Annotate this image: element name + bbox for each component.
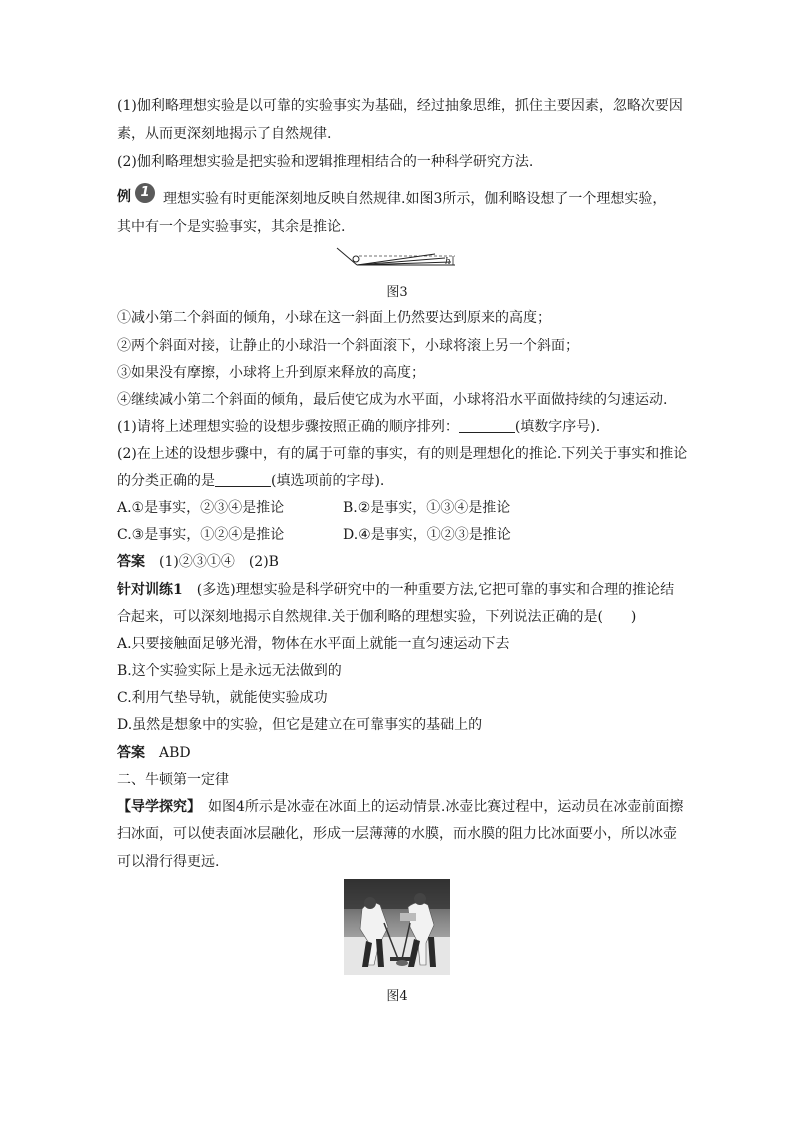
training-option-a: A.只要接触面足够光滑，物体在水平面上就能一直匀速运动下去 xyxy=(117,636,510,652)
question-2-suffix: (填选项前的字母). xyxy=(271,473,385,489)
answer-blank-1 xyxy=(459,418,515,433)
training-tag: (多选) xyxy=(196,582,236,598)
intro-paragraph-2: (2)伽利略理想实验是把实验和逻辑推理相结合的一种科学研究方法. xyxy=(117,154,534,170)
figure-3-caption: 图3 xyxy=(386,285,408,300)
training-answer-label: 答案 xyxy=(117,745,145,761)
answer-label: 答案 xyxy=(117,554,145,570)
example-label: 例 xyxy=(117,189,131,205)
step-2: ②两个斜面对接，让静止的小球沿一个斜面滚下，小球将滚上另一个斜面； xyxy=(117,338,579,354)
example-text-line-1: 理想实验有时更能深刻地反映自然规律.如图3所示，伽利略设想了一个理想实验， xyxy=(163,191,667,207)
section-heading: 二、牛顿第一定律 xyxy=(117,772,229,788)
step-3: ③如果没有摩擦，小球将上升到原来释放的高度； xyxy=(117,365,425,381)
guide-text: 如图4所示是冰壶在冰面上的运动情景.冰壶比赛过程中，运动员在冰壶前面擦 xyxy=(208,799,684,815)
training-label: 针对训练1 xyxy=(117,582,183,598)
step-1: ①减小第二个斜面的倾角，小球在这一斜面上仍然要达到原来的高度； xyxy=(117,310,551,326)
question-2-line-2 xyxy=(117,471,384,491)
height-label: h xyxy=(445,257,451,267)
ball xyxy=(353,256,359,262)
inclined-planes-figure xyxy=(335,246,460,276)
training-option-b: B.这个实验实际上是永远无法做到的 xyxy=(117,663,342,679)
example-number-badge: 1 xyxy=(135,183,155,203)
question-1 xyxy=(117,417,600,437)
option-d: D.④是事实，①②③是推论 xyxy=(343,527,511,543)
training-option-d: D.虽然是想象中的实验，但它是建立在可靠事实的基础上的 xyxy=(117,717,483,733)
example-answer xyxy=(117,552,279,572)
option-b: B.②是事实，①③④是推论 xyxy=(343,500,511,516)
example-text-line-2: 其中有一个是实验事实，其余是推论. xyxy=(117,219,346,235)
training-answer xyxy=(117,743,191,763)
intro-paragraph-1-line-1: (1)伽利略理想实验是以可靠的实验事实为基础，经过抽象思维，抓住主要因素，忽略次要因 xyxy=(117,98,683,114)
curling-photo-image xyxy=(344,879,450,975)
guide-line-3: 可以滑行得更远. xyxy=(117,854,220,870)
question-2-text: 的分类正确的是 xyxy=(117,473,215,489)
answer-blank-2 xyxy=(215,472,271,487)
guide-label: 【导学探究】 xyxy=(117,799,194,815)
option-a: A.①是事实，②③④是推论 xyxy=(117,500,285,516)
question-1-text: (1)请将上述理想实验的设想步骤按照正确的顺序排列： xyxy=(117,419,459,435)
answer-value: (1)②③①④ (2)B xyxy=(159,554,279,570)
guide-line-2: 扫冰面，可以使表面冰层融化，形成一层薄薄的水膜，而水膜的阻力比冰面要小，所以冰壶 xyxy=(117,826,677,842)
question-2-line-1: (2)在上述的设想步骤中，有的属于可靠的事实，有的则是理想化的推论.下列关于事实和推论 xyxy=(117,446,688,462)
question-1-suffix: (填数字序号). xyxy=(514,419,601,435)
training-answer-value: ABD xyxy=(159,745,191,761)
training-option-c: C.利用气垫导轨，就能使实验成功 xyxy=(117,690,328,706)
training-text: 理想实验是科学研究中的一种重要方法,它把可靠的事实和合理的推论结 xyxy=(235,582,675,598)
curling-photo xyxy=(344,879,450,975)
figure-4-caption: 图4 xyxy=(386,989,408,1004)
training-line-1 xyxy=(117,580,674,600)
step-4: ④继续减小第二个斜面的倾角，最后使它成为水平面，小球将沿水平面做持续的匀速运动. xyxy=(117,392,668,408)
guide-line-1 xyxy=(117,797,683,817)
option-c: C.③是事实，①②④是推论 xyxy=(117,527,285,543)
intro-paragraph-1-line-2: 素，从而更深刻地揭示了自然规律. xyxy=(117,126,332,142)
training-line-2: 合起来，可以深刻地揭示自然规律.关于伽利略的理想实验，下列说法正确的是( ) xyxy=(117,609,637,625)
